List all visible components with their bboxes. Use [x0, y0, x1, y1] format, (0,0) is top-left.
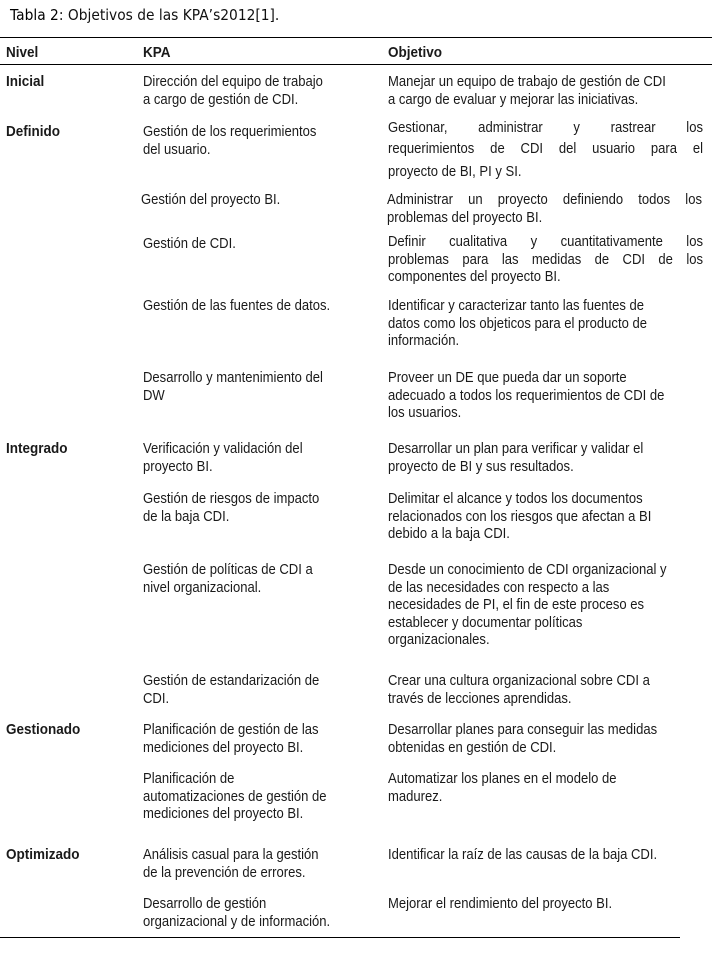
kpa-line: DW: [143, 387, 165, 404]
kpa-line: de la prevención de errores.: [143, 864, 306, 881]
kpa-cell: [143, 441, 303, 476]
kpa-cell: [143, 74, 323, 109]
objetivo-line: obtenidas en gestión de CDI.: [388, 739, 557, 756]
objetivo-cell: [388, 847, 657, 865]
kpa-line: Gestión de las fuentes de datos.: [143, 298, 331, 314]
kpa-line: Gestión de estandarización de: [143, 673, 320, 689]
kpa-cell: [143, 896, 330, 931]
kpa-cell: [143, 847, 319, 882]
objetivo-line: adecuado a todos los requerimientos de CDI de: [388, 387, 665, 404]
kpa-line: mediciones del proyecto BI.: [143, 806, 304, 822]
objetivo-line: Crear una cultura organizacional sobre CDI a: [388, 673, 650, 689]
kpa-cell: [143, 491, 319, 526]
kpa-line: Desarrollo y mantenimiento del: [143, 370, 323, 386]
objetivo-line: Desarrollar un plan para verificar y validar el: [388, 441, 644, 457]
kpa-line: Planificación de: [143, 771, 235, 787]
kpa-line: automatizaciones de gestión de: [143, 788, 327, 805]
kpa-line: Gestión de políticas de CDI a: [143, 562, 313, 578]
top-rule: [0, 37, 712, 38]
objetivo-line: requerimientos de CDI del usuario para el: [388, 140, 703, 157]
kpa-line: Desarrollo de gestión: [143, 896, 267, 912]
objetivo-line: Desde un conocimiento de CDI organizacional y: [388, 562, 667, 578]
objetivo-line: Identificar la raíz de las causas de la baja CDI.: [388, 847, 658, 863]
header-kpa: KPA: [143, 44, 171, 61]
kpa-line: Gestión de los requerimientos: [143, 124, 317, 140]
kpa-line: Gestión de riesgos de impacto: [143, 491, 320, 507]
kpa-line: a cargo de gestión de CDI.: [143, 91, 299, 108]
kpa-line: Dirección del equipo de trabajo: [143, 74, 323, 90]
level-optimizado: Optimizado: [6, 846, 80, 863]
objetivo-line: problemas para las medidas de CDI de los: [388, 251, 703, 268]
kpa-cell: [143, 771, 327, 824]
objetivo-line: Gestionar, administrar y rastrear los: [388, 120, 703, 136]
objetivo-cell: [388, 673, 650, 708]
level-gestionado: Gestionado: [6, 721, 81, 738]
table-label: Tabla 2: [10, 6, 59, 24]
bottom-rule: [0, 937, 680, 938]
objetivo-line: Automatizar los planes en el modelo de: [388, 771, 617, 787]
objetivo-cell: [388, 722, 657, 757]
kpa-line: Análisis casual para la gestión: [143, 847, 319, 863]
header-objetivo: Objetivo: [388, 44, 443, 61]
kpa-line: Planificación de gestión de las: [143, 722, 319, 738]
objetivo-line: través de lecciones aprendidas.: [388, 690, 572, 707]
objetivo-line: Proveer un DE que pueda dar un soporte: [388, 370, 627, 386]
kpa-cell: [143, 673, 319, 708]
kpa-line: organizacional y de información.: [143, 913, 331, 930]
kpa-line: Gestión del proyecto BI.: [141, 192, 281, 208]
objetivo-cell: [388, 562, 667, 650]
kpa-line: de la baja CDI.: [143, 508, 230, 525]
objetivo-cell: [388, 298, 647, 351]
objetivo-cell: [388, 234, 703, 287]
objetivo-cell: [388, 491, 651, 544]
kpa-cell: [143, 370, 323, 405]
objetivo-cell: [388, 896, 612, 914]
level-definido: Definido: [6, 123, 60, 140]
objetivo-line: proyecto de BI y sus resultados.: [388, 458, 574, 475]
objetivo-line: Delimitar el alcance y todos los documentos: [388, 491, 643, 507]
objetivo-line: información.: [388, 333, 460, 349]
objetivo-cell: [388, 771, 617, 806]
objetivo-line: problemas del proyecto BI.: [387, 209, 543, 226]
kpa-line: CDI.: [143, 690, 170, 707]
kpa-line: nivel organizacional.: [143, 579, 262, 596]
objetivo-line: establecer y documentar políticas: [388, 614, 583, 631]
level-inicial: Inicial: [6, 73, 45, 90]
objetivo-line: a cargo de evaluar y mejorar las iniciativas.: [388, 91, 639, 108]
objetivo-line: Administrar un proyecto definiendo todos los: [387, 192, 702, 208]
header-rule: [0, 64, 712, 65]
objetivo-line: proyecto de BI, PI y SI.: [388, 164, 522, 180]
kpa-line: Verificación y validación del: [143, 441, 303, 457]
objetivo-line: componentes del proyecto BI.: [388, 269, 561, 285]
kpa-cell: [143, 722, 319, 757]
table-caption: [10, 6, 279, 24]
kpa-cell: [143, 124, 316, 159]
objetivo-line: los usuarios.: [388, 405, 462, 421]
level-integrado: Integrado: [6, 440, 68, 457]
objetivo-line: Definir cualitativa y cuantitativamente los: [388, 234, 703, 250]
objetivo-line: Desarrollar planes para conseguir las medidas: [388, 722, 658, 738]
kpa-line: mediciones del proyecto BI.: [143, 739, 304, 756]
objetivo-line: organizacionales.: [388, 632, 490, 648]
objetivo-line: Mejorar el rendimiento del proyecto BI.: [388, 896, 613, 912]
objetivo-line: Identificar y caracterizar tanto las fuentes de: [388, 298, 645, 314]
kpa-cell: [143, 298, 330, 316]
objetivo-cell: [387, 192, 702, 227]
objetivo-cell: [388, 74, 666, 109]
objetivo-line: datos como los objeticos para el producto de: [388, 315, 647, 332]
objetivo-line: madurez.: [388, 788, 443, 805]
objetivo-line: Manejar un equipo de trabajo de gestión de CDI: [388, 74, 666, 90]
kpa-cell: [141, 192, 280, 210]
kpa-line: del usuario.: [143, 141, 211, 158]
kpa-line: Gestión de CDI.: [143, 236, 236, 252]
objetivo-cell: [388, 441, 643, 476]
objetivo-line: de las necesidades con respecto a las: [388, 579, 610, 596]
kpa-cell: [143, 562, 313, 597]
kpa-cell: [143, 236, 236, 254]
kpa-line: proyecto BI.: [143, 458, 213, 475]
objetivo-line: relacionados con los riesgos que afectan a BI: [388, 508, 652, 525]
objetivo-line: debido a la baja CDI.: [388, 526, 510, 542]
objetivo-cell: [388, 120, 703, 182]
header-nivel: Nivel: [6, 44, 39, 61]
table-title: : Objetivos de las KPA’s2012[1].: [58, 6, 280, 24]
objetivo-cell: [388, 370, 664, 423]
objetivo-line: necesidades de PI, el fin de este proceso es: [388, 597, 645, 613]
